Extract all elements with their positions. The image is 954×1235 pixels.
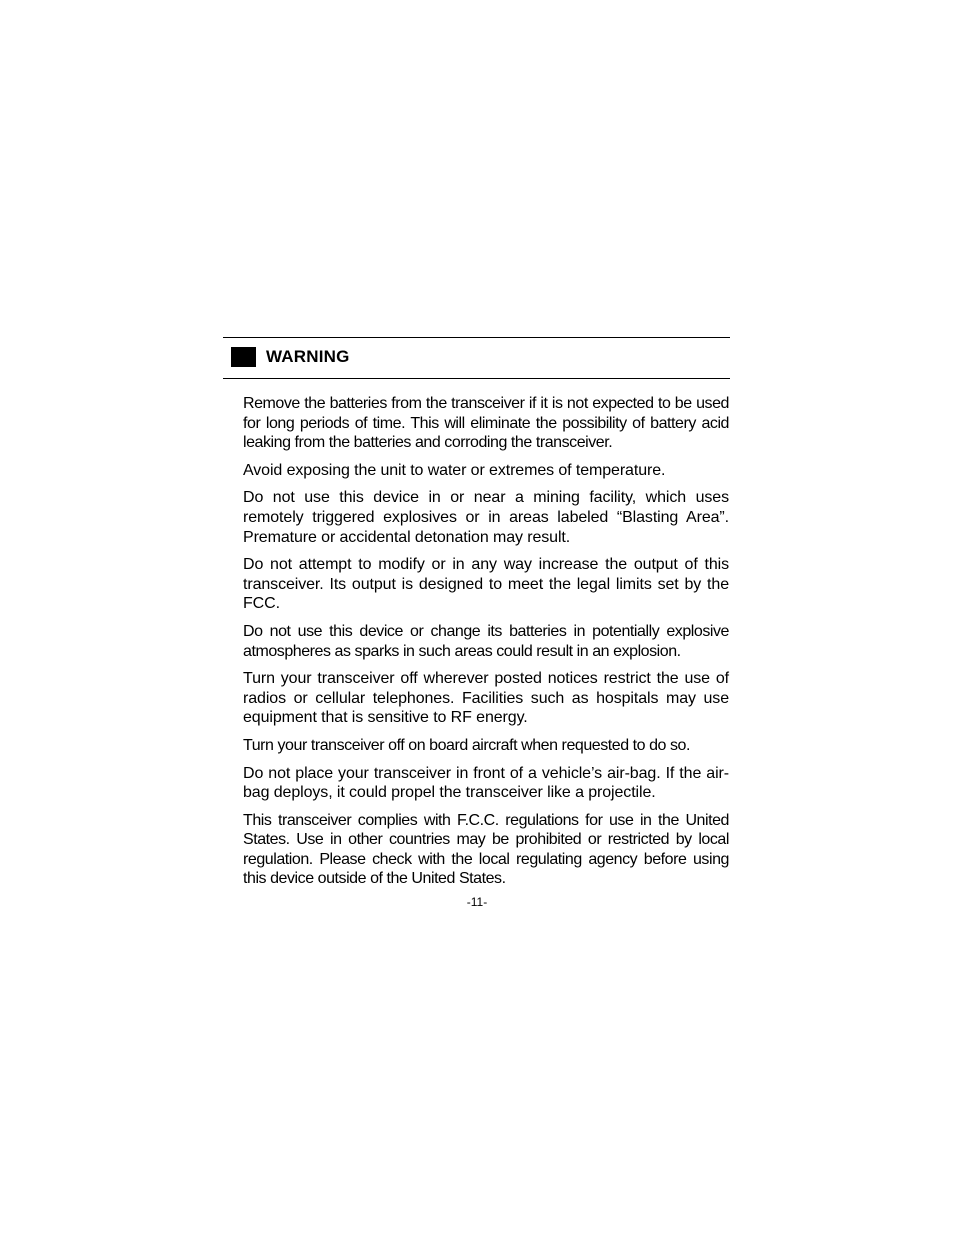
warning-header (231, 346, 350, 368)
paragraph-modification: Do not attempt to modify or in any way increase the output of this transceiver. Its output is designed to meet the legal limits set by the FCC. (243, 556, 729, 613)
warning-marker-icon (231, 347, 256, 367)
paragraph-fcc-compliance: This transceiver complies with F.C.C. regulations for use in the United States. Use in other countries may be prohibited or restricted by local regulation. Please check with the local regulating agency before using this device outside of the United States. (243, 811, 729, 888)
warning-title: WARNING (266, 347, 350, 366)
paragraph-explosive-atmospheres: Do not use this device or change its batteries in potentially explosive atmospheres as sparks in such areas could result in an explosion. (243, 622, 729, 660)
paragraph-posted-notices: Turn your transceiver off wherever posted notices restrict the use of radios or cellular telephones. Facilities such as hospitals may use equipment that is sensitive to RF energy. (243, 670, 729, 727)
top-divider (223, 337, 730, 338)
paragraph-blasting-area: Do not use this device in or near a mining facility, which uses remotely triggered explosives or in areas labeled “Blasting Area”. Premature or accidental detonation may result. (243, 489, 729, 546)
warning-body (243, 394, 729, 897)
paragraph-aircraft: Turn your transceiver off on board aircraft when requested to do so. (243, 736, 690, 754)
page-number: -11- (466, 895, 488, 909)
bottom-divider (223, 378, 730, 379)
paragraph-water-temperature: Avoid exposing the unit to water or extremes of temperature. (243, 461, 666, 479)
paragraph-battery-removal: Remove the batteries from the transceiver if it is not expected to be used for long periods of time. This will eliminate the possibility of battery acid leaking from the batteries and corroding the transceiver. (243, 395, 729, 452)
paragraph-air-bag: Do not place your transceiver in front of a vehicle’s air-bag. If the air-bag deploys, it could propel the transceiver like a projectile. (243, 764, 729, 802)
